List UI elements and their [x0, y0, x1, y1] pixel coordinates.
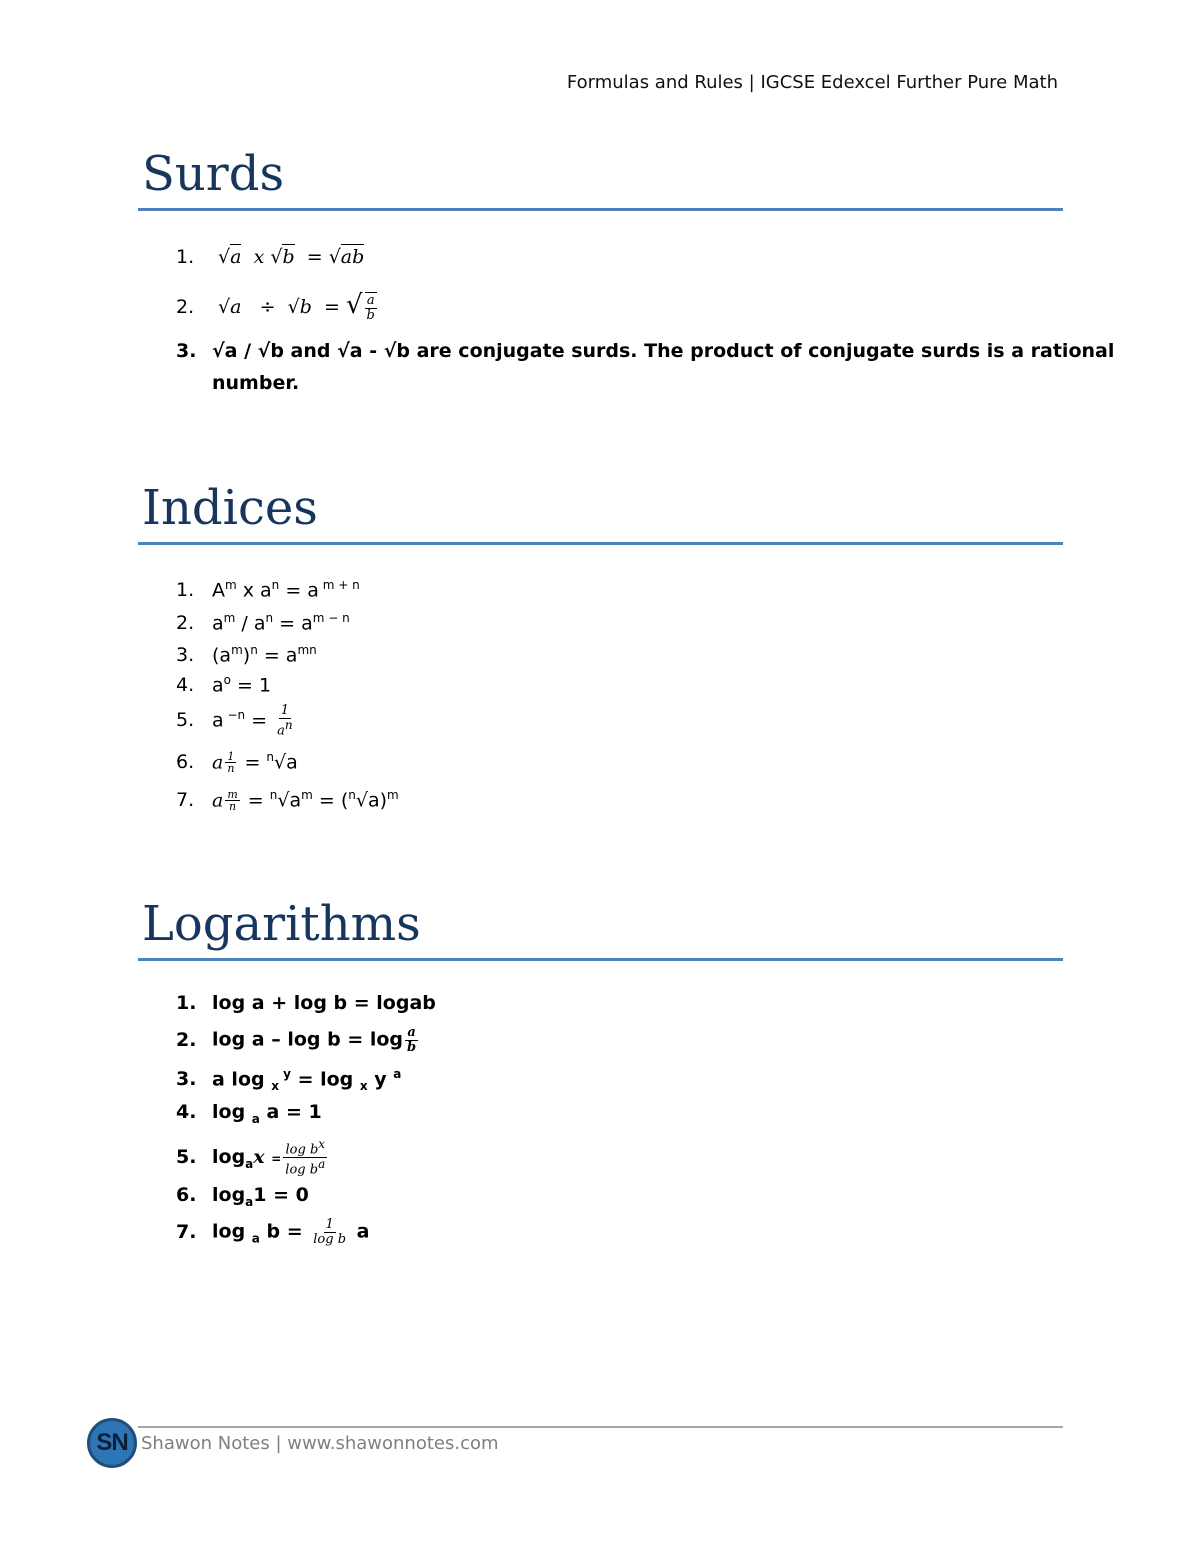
logarithms-item-5: 5. $\log_ax$ = $\frac{\log b^x}{\log b^a}$ [176, 1137, 326, 1178]
surds-item-3-cont: number. [212, 372, 300, 394]
logarithms-item-1: 1. log a + log b = logab [176, 992, 436, 1014]
logarithms-item-6: 6. $\log_a1 = 0$ [176, 1184, 309, 1209]
indices-item-4: 4. $a^o = 1$ [176, 673, 272, 697]
surds-rule [138, 208, 1063, 211]
indices-rule [138, 542, 1063, 545]
shawon-notes-logo: SN [87, 1418, 137, 1468]
logarithms-item-7: 7. log $_a$ b = $\frac{1}{\text{log b}}$ a [176, 1217, 370, 1247]
logarithms-rule [138, 958, 1063, 961]
indices-item-1: 1. $A^m$ x $a^n = a$ $^{m + n}$ [176, 578, 360, 602]
indices-item-7: 7. a $\frac{m}{n}$ = $^n√a^m = (^n√a)^m$ [176, 787, 399, 814]
footer-text: Shawon Notes | www.shawonnotes.com [141, 1433, 499, 1454]
logarithms-item-3: 3. a log $_x$ $^y$ = log $_x$ y $^a$ [176, 1067, 402, 1094]
surds-item-2: 2. √a ÷ √b = √ $\frac{a}{b}$ [176, 290, 375, 323]
page-header: Formulas and Rules | IGCSE Edexcel Further Pure Math [566, 72, 1058, 93]
indices-title: Indices [142, 480, 318, 536]
surds-title: Surds [142, 146, 285, 202]
surds-item-3: 3. √a / √b and √a - √b are conjugate surds. The product of conjugate surds is a rational [176, 340, 1115, 362]
logarithms-item-4: 4. log $_a$ a = 1 [176, 1101, 322, 1126]
indices-item-5: 5. a $^{-n}$ = $\frac{1}{a^n}$ [176, 703, 293, 738]
surds-item-1: 1. √a x √b = √ab [176, 246, 365, 268]
logarithms-title: Logarithms [142, 896, 421, 952]
indices-item-3: 3. $(a^m)^n = a^{mn}$ [176, 643, 317, 667]
indices-item-2: 2. $a^m / a^n = a^{m - n}$ [176, 611, 350, 635]
logarithms-item-2: 2. log a – log b = log $\frac{a}{b}$ [176, 1025, 417, 1055]
footer-rule [138, 1426, 1063, 1428]
indices-item-6: 6. a $\frac{1}{n}$ = $^n$√a [176, 749, 298, 776]
